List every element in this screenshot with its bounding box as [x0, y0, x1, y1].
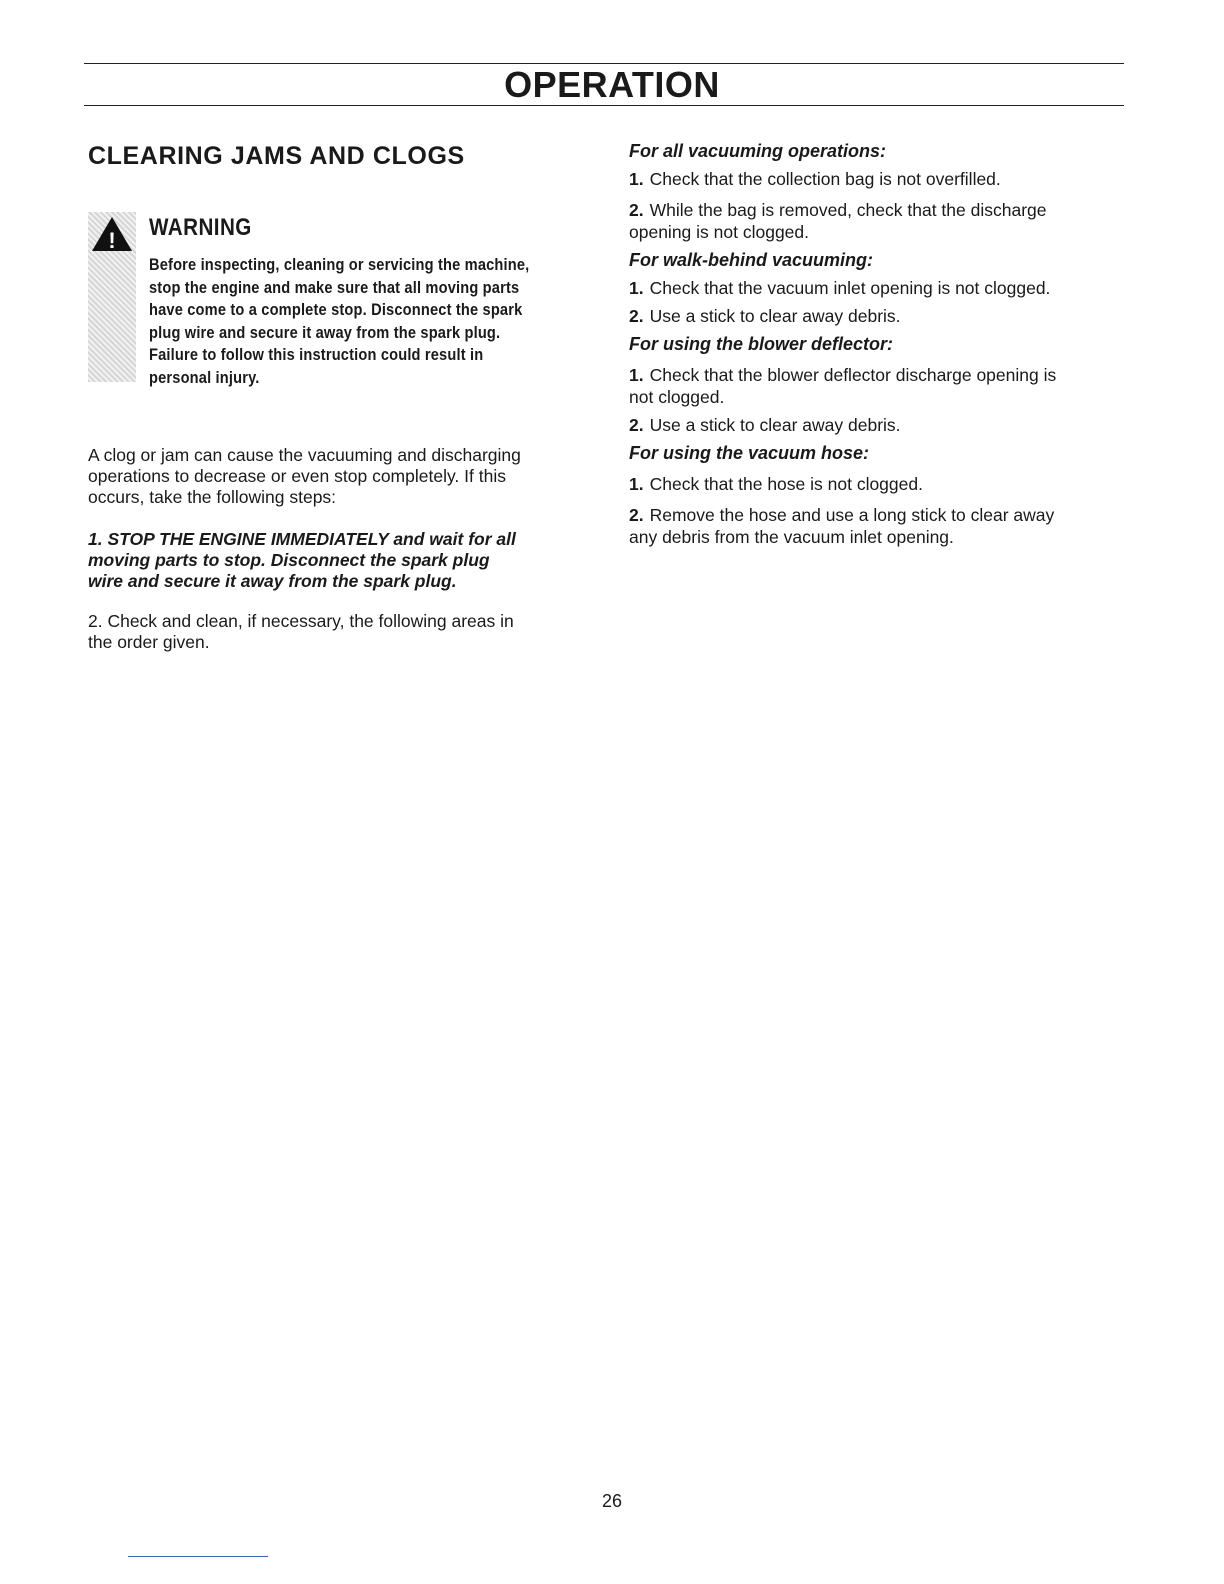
list-item — [629, 199, 1119, 243]
step-2-line: the order given. — [88, 632, 210, 652]
section-title: CLEARING JAMS AND CLOGS — [88, 142, 465, 170]
step-2 — [88, 611, 578, 653]
item-number: 1. — [629, 365, 644, 385]
warning-line: plug wire and secure it away from the spark plug. — [149, 322, 501, 342]
warning-line: personal injury. — [149, 367, 260, 387]
intro-line: occurs, take the following steps: — [88, 487, 337, 507]
left-column — [88, 140, 578, 653]
subsection-heading: For using the blower deflector: — [629, 334, 894, 354]
list-item — [629, 364, 1119, 408]
item-number: 1. — [629, 169, 644, 189]
list-item — [629, 305, 1119, 327]
page-number: 26 — [601, 1491, 623, 1511]
list-item — [629, 277, 1119, 299]
list-item — [629, 414, 1119, 436]
warning-line: have come to a complete stop. Disconnect the spark — [149, 300, 523, 319]
intro-line: A clog or jam can cause the vacuuming and discharging — [88, 445, 521, 465]
page-title: OPERATION — [504, 64, 720, 105]
intro-line: operations to decrease or even stop completely. If this — [88, 466, 506, 486]
warning-heading: WARNING — [149, 214, 252, 241]
right-column — [629, 140, 1119, 548]
item-text: opening is not clogged. — [629, 222, 809, 242]
item-text: Check that the collection bag is not overfilled. — [649, 169, 1001, 189]
item-number: 1. — [629, 278, 644, 298]
header-rule-bottom — [84, 105, 1124, 106]
subsection-heading: For all vacuuming operations: — [629, 141, 887, 161]
list-item — [629, 473, 1119, 495]
intro-paragraph — [88, 445, 578, 508]
subsection-heading: For using the vacuum hose: — [629, 443, 870, 463]
item-number: 2. — [629, 505, 644, 525]
item-number: 2. — [629, 200, 644, 220]
step-1-line: wire and secure it away from the spark plug. — [88, 571, 457, 591]
step-1-line: 1. STOP THE ENGINE IMMEDIATELY and wait for all — [88, 529, 516, 549]
bottom-edge-line — [128, 1556, 268, 1557]
subsection-heading: For walk-behind vacuuming: — [629, 250, 874, 270]
item-number: 1. — [629, 474, 644, 494]
warning-strip — [88, 212, 136, 382]
warning-line: stop the engine and make sure that all moving parts — [149, 277, 520, 297]
warning-text — [149, 254, 579, 389]
step-1 — [88, 529, 578, 592]
list-item — [629, 168, 1119, 190]
svg-text:!: ! — [108, 228, 116, 253]
item-text: While the bag is removed, check that the discharge — [649, 200, 1047, 220]
warning-line: Failure to follow this instruction could result in — [149, 345, 484, 364]
item-text: Use a stick to clear away debris. — [649, 306, 901, 326]
item-text: Check that the hose is not clogged. — [649, 474, 923, 494]
item-text: Remove the hose and use a long stick to clear away — [649, 505, 1055, 525]
step-1-line: moving parts to stop. Disconnect the spark plug — [88, 550, 490, 570]
item-text: any debris from the vacuum inlet opening. — [629, 527, 954, 547]
item-text: Check that the vacuum inlet opening is not clogged. — [649, 278, 1051, 298]
warning-box — [88, 212, 578, 392]
item-number: 2. — [629, 306, 644, 326]
step-2-line: 2. Check and clean, if necessary, the following areas in — [88, 611, 514, 631]
item-text: not clogged. — [629, 387, 725, 407]
warning-line: Before inspecting, cleaning or servicing the machine, — [149, 255, 530, 274]
item-text: Check that the blower deflector discharge opening is — [649, 365, 1057, 385]
warning-triangle-icon — [90, 214, 134, 254]
item-text: Use a stick to clear away debris. — [649, 415, 901, 435]
item-number: 2. — [629, 415, 644, 435]
list-item — [629, 504, 1119, 548]
